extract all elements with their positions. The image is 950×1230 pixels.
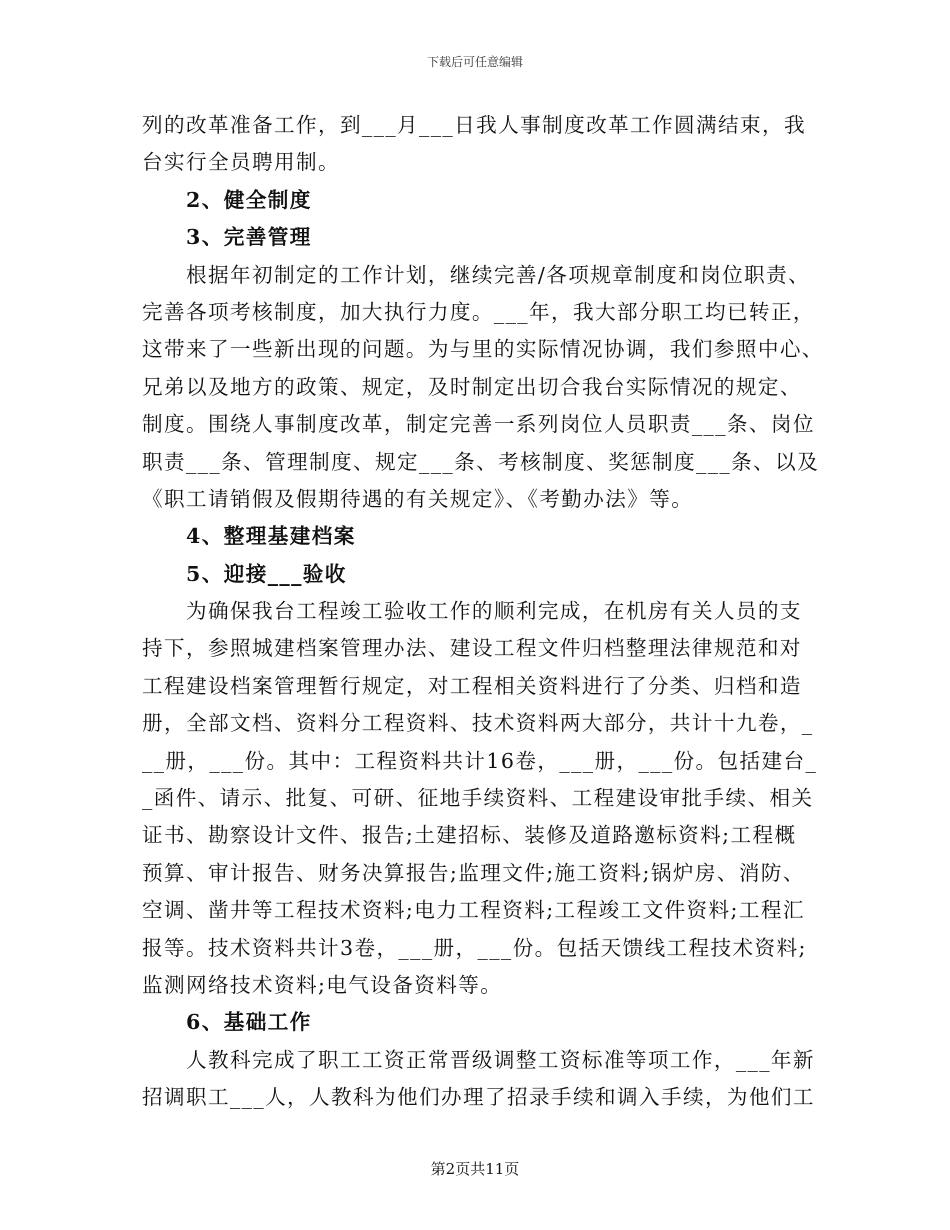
section-heading: 5、迎接___验收: [186, 561, 347, 586]
body-line: 册，全部文档、资料分工程资料、技术资料两大部分，共计十九卷，_: [142, 711, 814, 736]
body-line: 人教科完成了职工工资正常晋级调整工资标准等项工作，___年新: [186, 1047, 815, 1072]
body-line: 证书、勘察设计文件、报告;土建招标、装修及道路邀标资料;工程概: [142, 823, 797, 848]
document-body: [142, 107, 824, 1117]
section-heading: 3、完善管理: [186, 225, 312, 250]
body-line: 招调职工___人，人教科为他们办理了招录手续和调入手续，为他们工: [142, 1085, 815, 1110]
body-line: 持下，参照城建档案管理办法、建设工程文件归档整理法律规范和对: [142, 636, 802, 661]
body-line: 工程建设档案管理暂行规定，对工程相关资料进行了分类、归档和造: [142, 673, 802, 698]
body-line: 完善各项考核制度，加大执行力度。___年，我大部分职工均已转正，: [142, 299, 815, 324]
body-line: 台实行全员聘用制。: [142, 150, 340, 175]
section-heading: 2、健全制度: [186, 187, 312, 212]
body-line: 制度。围绕人事制度改革，制定完善一系列岗位人员职责___条、岗位: [142, 412, 815, 437]
body-line: 根据年初制定的工作计划，继续完善/各项规章制度和岗位职责、: [186, 262, 811, 287]
body-line: 职责___条、管理制度、规定___条、考核制度、奖惩制度___条、以及: [142, 449, 820, 474]
section-heading: 6、基础工作: [186, 1010, 312, 1035]
body-line: 《职工请销假及假期待遇的有关规定》、《考勤办法》等。: [142, 486, 694, 511]
page-header: 下载后可任意编辑: [426, 55, 523, 69]
body-line: 报等。技术资料共计3卷，___册，___份。包括天馈线工程技术资料;: [142, 935, 807, 960]
page-number: 第2页共11页: [430, 1160, 520, 1178]
body-line: 为确保我台工程竣工验收工作的顺利完成，在机房有关人员的支: [186, 599, 802, 624]
body-line: 列的改革准备工作，到___月___日我人事制度改革工作圆满结束，我: [142, 113, 807, 137]
body-line: 这带来了一些新出现的问题。为与里的实际情况协调，我们参照中心、: [142, 337, 824, 362]
body-line: 预算、审计报告、财务决算报告;监理文件;施工资料;锅炉房、消防、: [142, 860, 805, 885]
body-line: 空调、凿井等工程技术资料;电力工程资料;工程竣工文件资料;工程汇: [142, 898, 805, 923]
body-line: 兄弟以及地方的政策、规定，及时制定出切合我台实际情况的规定、: [142, 374, 802, 399]
body-line: _函件、请示、批复、可研、征地手续资料、工程建设审批手续、相关: [142, 786, 814, 811]
section-heading: 4、整理基建档案: [186, 524, 356, 549]
body-line: 监测网络技术资料;电气设备资料等。: [142, 972, 503, 997]
body-line: __册，___份。其中：工程资料共计16卷，___册，___份。包括建台_: [142, 748, 818, 773]
